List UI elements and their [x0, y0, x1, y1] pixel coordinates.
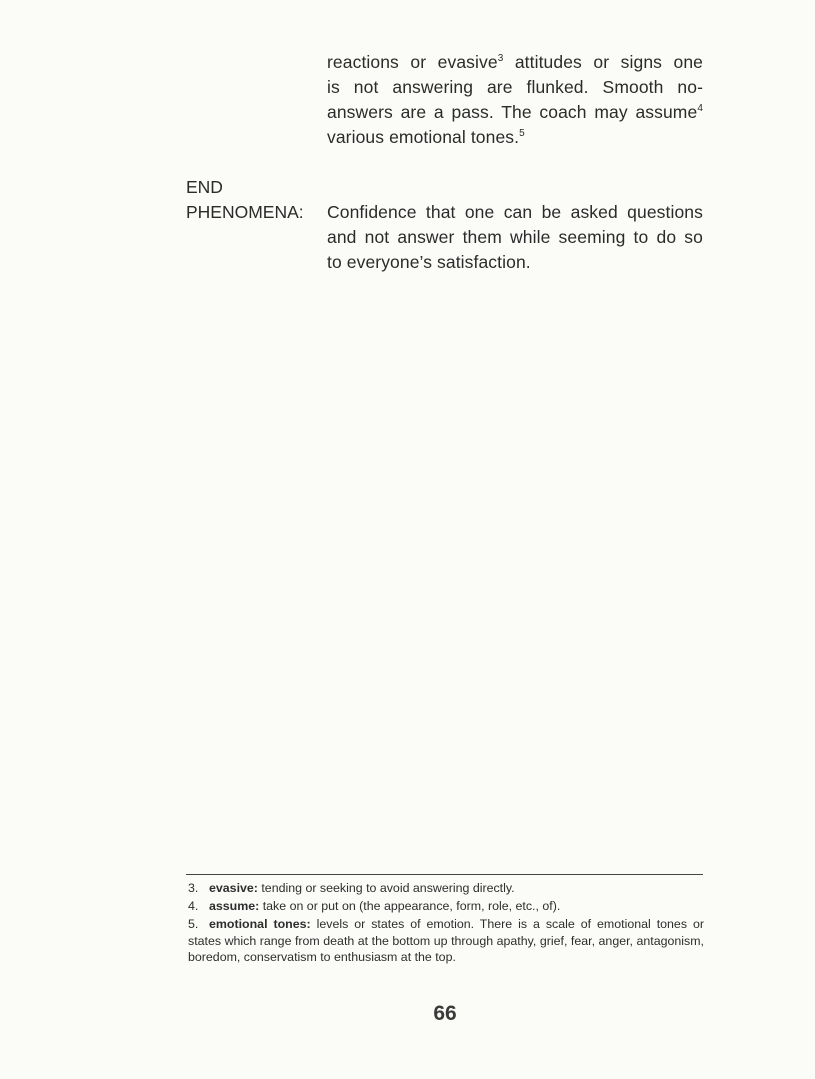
footnote-ref-5[interactable]: 5 [519, 128, 525, 139]
top-paragraph [327, 50, 703, 150]
footnote-5: 5. emotional tones: levels or states of emotion. There is a scale of emotional tones or states which range from death at the bottom up through apathy, grief, fear, anger, antagonism, boredom, conservatism to enthusiasm at the top. [188, 917, 704, 964]
footnote-ref-4[interactable]: 4 [697, 103, 703, 114]
footnote-definition: tending or seeking to avoid answering directly. [257, 881, 515, 895]
paragraph-line: is not answering are flunked. Smooth no- [327, 77, 703, 97]
paragraph-line: reactions or evasive$^3$ attitudes or signs one [327, 52, 703, 72]
footnote-term: evasive: [209, 881, 258, 895]
end-phenomena-label-line1: END [186, 177, 223, 197]
footnote-divider [186, 874, 703, 875]
footnote-definition: levels or states of emotion. There is a scale of emotional tones or states which range from death at the bottom up through apathy, grief, fear, anger, antagonism, boredom, conservatism to enthusiasm at the top. [188, 917, 704, 964]
footnote-term: emotional tones: [209, 917, 311, 931]
footnote-ref-3[interactable]: 3 [497, 53, 504, 64]
footnote-3: 3. evasive: tending or seeking to avoid answering directly. [188, 881, 515, 895]
page-number: 66 [433, 1002, 457, 1025]
end-phenomena-label-line2: PHENOMENA: [186, 202, 304, 222]
footnote-4: 4. assume: take on or put on (the appearance, form, role, etc., of). [188, 899, 561, 913]
paragraph-line: answers are a pass. The coach may assume$^4$ [327, 102, 703, 122]
end-phenomena-text [327, 200, 703, 275]
paragraph-line: various emotional tones.$^5$ [327, 127, 525, 147]
paragraph-line: to everyone’s satisfaction. [327, 252, 531, 272]
footnote-term: assume: [209, 899, 260, 913]
footnote-definition: take on or put on (the appearance, form, role, etc., of). [259, 899, 561, 913]
footnotes [188, 880, 704, 967]
paragraph-line: and not answer them while seeming to do so [327, 227, 703, 247]
paragraph-line: Confidence that one can be asked questions [327, 202, 703, 222]
